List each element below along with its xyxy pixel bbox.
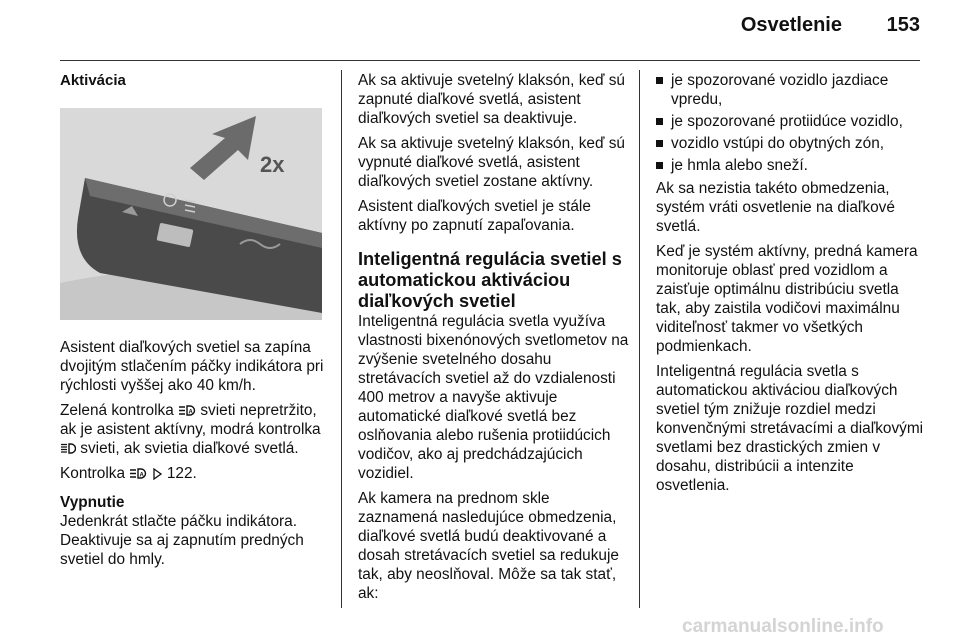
section-heading-activation: Aktivácia bbox=[60, 72, 126, 89]
auto-high-beam-icon bbox=[129, 467, 147, 480]
watermark: carmanualsonline.info bbox=[682, 616, 884, 637]
paragraph: Ak kamera na prednom skle zaznamená nasledujúce obmedzenia, diaľkové svetlá budú deaktivované a dosah stretávacích svetiel sa redukuje tak, aby neoslňoval. Môže sa tak stať, ak: bbox=[358, 490, 619, 602]
column-2 bbox=[358, 71, 630, 609]
paragraph: Jedenkrát stlačte páčku indikátora. Deaktivuje sa aj zapnutím predných svetiel do hmly. bbox=[60, 513, 304, 568]
paragraph-with-icons bbox=[60, 401, 328, 458]
column-1 bbox=[60, 71, 328, 575]
paragraph: Ak sa aktivuje svetelný klaksón, keď sú vypnuté diaľkové svetlá, asistent diaľkových svetiel zostane aktívny. bbox=[358, 135, 625, 190]
paragraph: Ak sa aktivuje svetelný klaksón, keď sú zapnuté diaľkové svetlá, asistent diaľkových svetiel sa deaktivuje. bbox=[358, 72, 625, 127]
page-header-title: Osvetlenie bbox=[740, 14, 842, 36]
list-item: je spozorované protiidúce vozidlo, bbox=[656, 112, 924, 131]
list-item: je hmla alebo sneží. bbox=[656, 156, 924, 175]
page-reference-icon bbox=[152, 468, 163, 480]
auto-high-beam-icon bbox=[178, 404, 196, 417]
column-divider-1 bbox=[341, 70, 342, 608]
header-rule bbox=[60, 60, 920, 61]
svg-text:A: A bbox=[139, 472, 145, 479]
paragraph: Inteligentná regulácia svetla využíva vlastnosti bixenónových svetlometov na zvýšenie svetelného dosahu stretávacích svetiel až do vzdialenosti 400 metrov a navyše aktivuje automatické diaľkové svetlá bez oslňovania alebo rušenia protiidúcich vodičov, ako aj predchádzajúcich vozidiel. bbox=[358, 313, 629, 482]
paragraph: Keď je systém aktívny, predná kamera monitoruje oblasť pred vozidlom a zaisťuje optimálnu distribúciu svetla tak, aby zaistila vodičovi maximálnu viditeľnosť takmer vo všetkých podmienkach. bbox=[656, 243, 918, 355]
text-span: svieti, ak svietia diaľkové svetlá. bbox=[80, 440, 299, 457]
text-span: Kontrolka bbox=[60, 465, 126, 482]
column-divider-2 bbox=[639, 70, 640, 608]
paragraph-with-icons bbox=[60, 464, 328, 483]
high-beam-icon bbox=[60, 442, 76, 455]
condition-list bbox=[656, 71, 924, 175]
svg-text:A: A bbox=[188, 409, 193, 416]
list-item: je spozorované vozidlo jazdiace vpredu, bbox=[656, 71, 924, 109]
text-span: svieti nepretržito, ak je asistent aktívny, modrá kontrolka bbox=[60, 402, 321, 438]
section-heading-intelligent-light: Inteligentná regulácia svetiel s automatickou aktiváciou diaľkových svetiel bbox=[358, 249, 622, 311]
stalk-illustration bbox=[60, 108, 322, 320]
paragraph: Asistent diaľkových svetiel je stále aktívny po zapnutí zapaľovania. bbox=[358, 198, 591, 234]
subheading-deactivation: Vypnutie bbox=[60, 494, 125, 511]
text-span: Zelená kontrolka bbox=[60, 402, 174, 419]
page-number: 153 bbox=[886, 14, 920, 36]
figure-label-2x: 2x bbox=[260, 152, 285, 177]
page-reference: 122. bbox=[166, 465, 197, 482]
column-3 bbox=[656, 71, 924, 501]
paragraph: Asistent diaľkových svetiel sa zapína dvojitým stlačením páčky indikátora pri rýchlosti vyššej ako 40 km/h. bbox=[60, 339, 324, 394]
paragraph: Inteligentná regulácia svetla s automatickou aktiváciou diaľkových svetiel tým znižuje rozdiel medzi konvenčnými stretávacími a diaľkovými svetlami bez drastických zmien v dosahu, distribúcii a intenzite osvetlenia. bbox=[656, 363, 924, 494]
paragraph: Ak sa nezistia takéto obmedzenia, systém vráti osvetlenie na diaľkové svetlá. bbox=[656, 180, 895, 235]
list-item: vozidlo vstúpi do obytných zón, bbox=[656, 134, 924, 153]
